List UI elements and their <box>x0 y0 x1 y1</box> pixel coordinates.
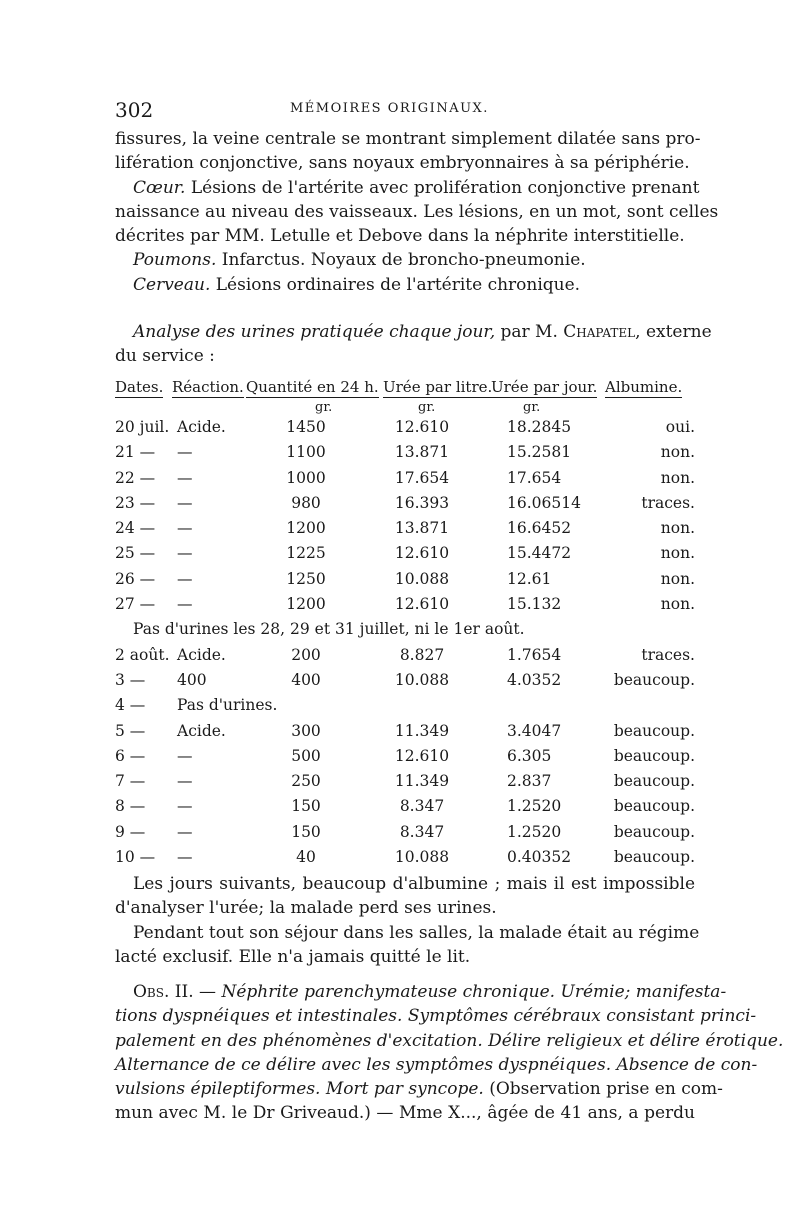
cell-albumine: traces. <box>641 645 695 664</box>
cell-quantity: 1225 <box>286 544 326 563</box>
cell-reaction: — <box>177 544 193 563</box>
cell-reaction: 400 <box>177 670 207 689</box>
unit-quantity: gr. <box>315 400 333 415</box>
text-line: Les jours suivants, beaucoup d'albumine ; mais il est impossible <box>133 874 695 894</box>
cell-quantity: 150 <box>291 822 321 841</box>
intro-paragraph <box>115 127 719 297</box>
cell-reaction: — <box>177 797 193 816</box>
cell-albumine: beaucoup. <box>613 848 695 867</box>
cell-quantity: 980 <box>291 493 321 512</box>
text-span: par M. <box>495 322 564 342</box>
table-row <box>115 467 695 492</box>
cell-date: 23 — <box>115 493 156 512</box>
cell-date: 26 — <box>115 569 156 588</box>
cell-albumine: oui. <box>665 418 695 436</box>
cell-uree-jour: 17.654 <box>507 468 562 487</box>
cell-date: 25 — <box>115 544 156 563</box>
header-reaction: Réaction. <box>172 378 244 396</box>
cell-albumine: non. <box>660 569 695 588</box>
section-label-cerveau: Cerveau. <box>133 274 211 295</box>
text-line: lifération conjonctive, sans noyaux embryonnaires à sa périphérie. <box>115 153 690 174</box>
observation-label: Obs. II. <box>133 982 194 1002</box>
cell-albumine: non. <box>660 468 695 487</box>
cell-quantity: 1450 <box>286 418 326 436</box>
cell-quantity: 200 <box>291 645 321 664</box>
cell-uree-litre: 8.827 <box>399 645 445 664</box>
cell-albumine: non. <box>660 519 695 538</box>
urine-analysis-table <box>115 378 695 871</box>
cell-reaction: — <box>177 595 193 614</box>
cell-date: 20 juil. <box>115 418 170 436</box>
table-row <box>115 669 695 694</box>
cell-uree-jour: 0.40352 <box>507 848 572 867</box>
cell-uree-jour: 1.2520 <box>507 822 562 841</box>
cell-date: 3 — <box>115 670 146 689</box>
italic-line: vulsions épileptiformes. Mort par syncope. <box>115 1079 484 1100</box>
cell-uree-jour: 4.0352 <box>507 670 562 689</box>
cell-uree-jour: 18.2845 <box>507 418 572 436</box>
table-row <box>115 745 695 770</box>
cell-uree-litre: 13.871 <box>394 443 450 462</box>
cell-albumine: non. <box>660 544 695 563</box>
header-dates: Dates. <box>115 378 164 396</box>
cell-uree-jour: 16.06514 <box>507 493 581 512</box>
header-albumine: Albumine. <box>605 378 683 396</box>
cell-uree-jour: 15.132 <box>507 595 562 614</box>
cell-uree-jour: 6.305 <box>507 746 552 765</box>
cell-uree-jour: 1.7654 <box>507 645 562 664</box>
cell-uree-litre: 12.610 <box>394 418 450 436</box>
header-quantity: Quantité en 24 h. <box>246 378 379 396</box>
text-span: Lésions de l'artérite avec prolifération conjonctive prenant <box>185 177 700 198</box>
text-span: (Observation prise en com- <box>483 1079 723 1100</box>
table-row <box>115 416 695 441</box>
rows-july <box>115 416 695 618</box>
page-header <box>115 98 695 124</box>
text-line: naissance au niveau des vaisseaux. Les lésions, en un mot, sont celles <box>115 201 719 222</box>
observation-paragraph <box>115 980 784 1126</box>
table-row <box>115 492 695 517</box>
cell-quantity: 40 <box>296 848 316 867</box>
italic-line: Alternance de ce délire avec les symptômes dyspnéiques. Absence de con- <box>115 1054 758 1075</box>
after-table-paragraph <box>115 872 700 969</box>
cell-reaction: — <box>177 493 193 512</box>
cell-reaction: Acide. <box>177 721 226 740</box>
cell-albumine: non. <box>660 595 695 614</box>
text-line <box>115 1077 723 1101</box>
table-row <box>115 720 695 745</box>
cell-reaction: Acide. <box>177 418 226 436</box>
cell-uree-litre: 12.610 <box>394 595 450 614</box>
cell-quantity: 1250 <box>286 569 326 588</box>
table-row <box>115 795 695 820</box>
text-span: , externe <box>635 322 712 342</box>
text-span: Infarctus. Noyaux de broncho-pneumonie. <box>216 250 586 271</box>
text-line: fissures, la veine centrale se montrant simplement dilatée sans pro- <box>115 129 701 149</box>
cell-albumine: beaucoup. <box>613 746 695 765</box>
cell-uree-litre: 17.654 <box>394 468 450 487</box>
cell-uree-jour: 15.4472 <box>507 544 572 563</box>
cell-uree-litre: 12.610 <box>394 746 450 765</box>
analysis-title: Analyse des urines pratiquée chaque jour, <box>133 322 496 342</box>
cell-quantity: 1200 <box>286 595 326 614</box>
cell-uree-jour: 12.61 <box>507 569 552 588</box>
cell-date: 9 — <box>115 822 146 841</box>
analysis-line <box>115 320 712 344</box>
table-row <box>115 694 695 719</box>
text-line: lacté exclusif. Elle n'a jamais quitté le lit. <box>115 946 471 967</box>
poumons-line <box>115 248 695 272</box>
cell-quantity: 500 <box>291 746 321 765</box>
table-row <box>115 846 695 871</box>
table-row <box>115 593 695 618</box>
cell-date: 4 — <box>115 696 146 715</box>
cell-albumine: beaucoup. <box>613 721 695 740</box>
running-title: MÉMOIRES ORIGINAUX. <box>290 101 489 116</box>
unit-uree-litre: gr. <box>418 400 436 415</box>
text-line: décrites par MM. Letulle et Debove dans la néphrite interstitielle. <box>115 226 685 247</box>
cell-reaction: — <box>177 569 193 588</box>
cell-uree-litre: 10.088 <box>394 670 450 689</box>
text-line: d'analyser l'urée; la malade perd ses urines. <box>115 898 497 919</box>
cell-uree-litre: 10.088 <box>394 569 450 588</box>
page-number: 302 <box>115 98 154 122</box>
cell-uree-jour: 2.837 <box>507 772 552 791</box>
text-line: mun avec M. le Dr Griveaud.) — Mme X..., âgée de 41 ans, a perdu <box>115 1103 695 1124</box>
cell-reaction: — <box>177 848 193 867</box>
cell-date: 6 — <box>115 746 146 765</box>
header-uree-jour: Urée par jour. <box>491 378 598 396</box>
text-span: Lésions ordinaires de l'artérite chronique. <box>210 274 581 295</box>
cell-reaction: — <box>177 443 193 462</box>
cell-uree-litre: 8.347 <box>399 797 445 816</box>
text-span: — <box>193 982 222 1002</box>
text-line <box>115 1053 758 1077</box>
cell-reaction: — <box>177 822 193 841</box>
cell-uree-litre: 12.610 <box>394 544 450 563</box>
cell-albumine: beaucoup. <box>613 822 695 841</box>
cell-albumine: beaucoup. <box>613 772 695 791</box>
table-row <box>115 644 695 669</box>
rows-august <box>115 644 695 872</box>
cell-uree-jour: 1.2520 <box>507 797 562 816</box>
cell-date: 24 — <box>115 519 156 538</box>
cell-reaction: — <box>177 468 193 487</box>
coeur-line <box>115 176 700 200</box>
cell-quantity: 1100 <box>286 443 326 462</box>
table-row <box>115 542 695 567</box>
cell-quantity: 150 <box>291 797 321 816</box>
cell-quantity: 250 <box>291 772 321 791</box>
no-urine-note: Pas d'urines les 28, 29 et 31 juillet, ni le 1er août. <box>133 620 525 639</box>
cell-uree-litre: 11.349 <box>394 772 450 791</box>
cell-uree-litre: 8.347 <box>399 822 445 841</box>
units-row <box>115 400 695 416</box>
cell-date: 8 — <box>115 797 146 816</box>
cell-date: 22 — <box>115 468 156 487</box>
cell-quantity: 1200 <box>286 519 326 538</box>
table-row <box>115 441 695 466</box>
section-label-coeur: Cœur. <box>133 177 186 198</box>
header-uree-litre: Urée par litre. <box>383 378 493 396</box>
cell-quantity: 1000 <box>286 468 326 487</box>
analysis-intro <box>115 320 712 369</box>
cell-uree-litre: 11.349 <box>394 721 450 740</box>
cell-reaction: Pas d'urines. <box>177 696 278 715</box>
cell-date: 2 août. <box>115 645 170 664</box>
table-row <box>115 821 695 846</box>
observation-title: Néphrite parenchymateuse chronique. Urémie; manifesta- <box>221 982 727 1002</box>
cell-uree-litre: 16.393 <box>394 493 450 512</box>
cell-date: 7 — <box>115 772 146 791</box>
text-line: Pendant tout son séjour dans les salles, la malade était au régime <box>133 922 700 943</box>
text-line <box>115 1029 784 1053</box>
cell-uree-litre: 13.871 <box>394 519 450 538</box>
unit-uree-jour: gr. <box>523 400 541 415</box>
cell-reaction: — <box>177 746 193 765</box>
cell-quantity: 300 <box>291 721 321 740</box>
table-row <box>115 517 695 542</box>
section-label-poumons: Poumons. <box>133 250 217 271</box>
cerveau-line <box>115 273 695 297</box>
cell-reaction: — <box>177 772 193 791</box>
table-row <box>115 568 695 593</box>
cell-date: 27 — <box>115 595 156 614</box>
cell-uree-litre: 10.088 <box>394 848 450 867</box>
obs-line <box>115 980 727 1004</box>
cell-date: 10 — <box>115 848 156 867</box>
author-name: Chapatel <box>563 322 636 342</box>
text-line: du service : <box>115 346 215 367</box>
cell-uree-jour: 16.6452 <box>507 519 572 538</box>
italic-line: palement en des phénomènes d'excitation. Délire religieux et délire érotique. <box>115 1030 784 1051</box>
cell-date: 21 — <box>115 443 156 462</box>
italic-line: tions dyspnéiques et intestinales. Symptômes cérébraux consistant princi- <box>115 1006 757 1027</box>
cell-albumine: non. <box>660 443 695 462</box>
text-line <box>115 1004 757 1028</box>
cell-reaction: — <box>177 519 193 538</box>
cell-albumine: traces. <box>641 493 695 512</box>
table-row <box>115 770 695 795</box>
cell-uree-jour: 15.2581 <box>507 443 572 462</box>
cell-quantity: 400 <box>291 670 321 689</box>
cell-albumine: beaucoup. <box>613 797 695 816</box>
table-header <box>115 378 695 400</box>
cell-albumine: beaucoup. <box>613 670 695 689</box>
note-row <box>115 618 695 643</box>
cell-uree-jour: 3.4047 <box>507 721 562 740</box>
cell-date: 5 — <box>115 721 146 740</box>
cell-reaction: Acide. <box>177 645 226 664</box>
